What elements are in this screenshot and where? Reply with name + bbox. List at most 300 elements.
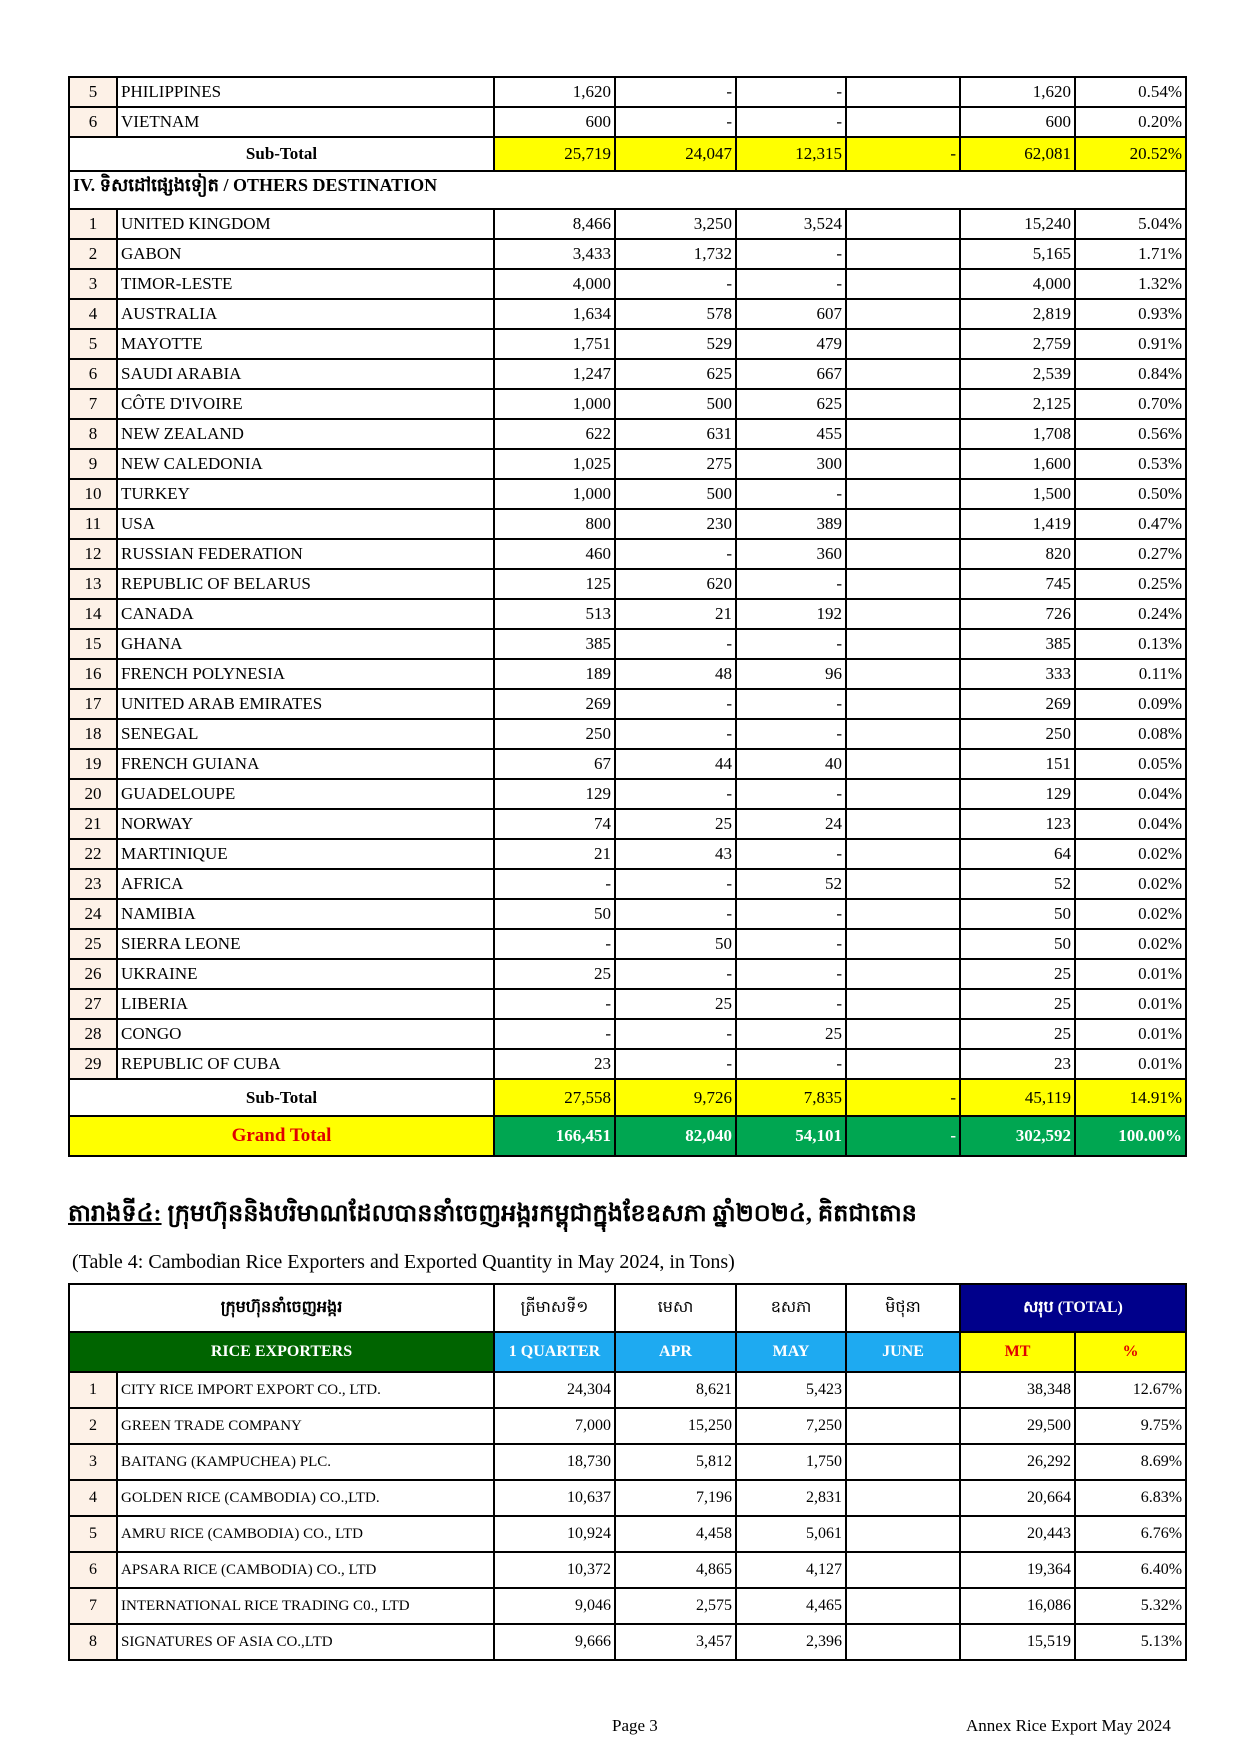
- cell-pct: 0.02%: [1075, 929, 1186, 959]
- subtotal-june: -: [846, 1079, 960, 1116]
- cell-mt: 25: [960, 1019, 1075, 1049]
- cell-june: [846, 1408, 960, 1444]
- cell-may: 4,127: [736, 1552, 846, 1588]
- grand-total-may: 54,101: [736, 1116, 846, 1156]
- cell-pct: 0.47%: [1075, 509, 1186, 539]
- row-number: 28: [69, 1019, 117, 1049]
- cell-june: [846, 1588, 960, 1624]
- cell-may: 479: [736, 329, 846, 359]
- country-row: [69, 569, 1186, 599]
- header-apr: APR: [615, 1332, 736, 1372]
- row-number: 29: [69, 1049, 117, 1079]
- cell-june: [846, 749, 960, 779]
- cell-june: [846, 899, 960, 929]
- cell-pct: 0.04%: [1075, 809, 1186, 839]
- row-number: 7: [69, 389, 117, 419]
- exporter-row: [69, 1444, 1186, 1480]
- cell-may: 52: [736, 869, 846, 899]
- cell-mt: 2,819: [960, 299, 1075, 329]
- cell-june: [846, 989, 960, 1019]
- exporter-row: [69, 1552, 1186, 1588]
- cell-june: [846, 1049, 960, 1079]
- cell-mt: 250: [960, 719, 1075, 749]
- country-row: [69, 479, 1186, 509]
- country-row: [69, 239, 1186, 269]
- subtotal-pct: 14.91%: [1075, 1079, 1186, 1116]
- cell-mt: 5,165: [960, 239, 1075, 269]
- row-number: 20: [69, 779, 117, 809]
- cell-may: -: [736, 479, 846, 509]
- cell-q1: 18,730: [494, 1444, 615, 1480]
- cell-mt: 385: [960, 629, 1075, 659]
- cell-may: 7,250: [736, 1408, 846, 1444]
- cell-june: [846, 1624, 960, 1660]
- cell-mt: 600: [960, 107, 1075, 137]
- cell-q1: 4,000: [494, 269, 615, 299]
- cell-q1: -: [494, 869, 615, 899]
- country-row: [69, 77, 1186, 107]
- cell-mt: 26,292: [960, 1444, 1075, 1480]
- cell-apr: 5,812: [615, 1444, 736, 1480]
- cell-may: 192: [736, 599, 846, 629]
- exporter-row: [69, 1516, 1186, 1552]
- row-number: 9: [69, 449, 117, 479]
- cell-june: [846, 239, 960, 269]
- subtotal-mt: 45,119: [960, 1079, 1075, 1116]
- country-name: UNITED ARAB EMIRATES: [117, 689, 494, 719]
- cell-mt: 20,664: [960, 1480, 1075, 1516]
- grand-total-apr: 82,040: [615, 1116, 736, 1156]
- country-name: GUADELOUPE: [117, 779, 494, 809]
- cell-pct: 0.54%: [1075, 77, 1186, 107]
- row-number: 10: [69, 479, 117, 509]
- cell-mt: 20,443: [960, 1516, 1075, 1552]
- country-row: [69, 209, 1186, 239]
- cell-may: -: [736, 629, 846, 659]
- cell-may: 625: [736, 389, 846, 419]
- row-number: 1: [69, 1372, 117, 1408]
- country-name: RUSSIAN FEDERATION: [117, 539, 494, 569]
- row-number: 14: [69, 599, 117, 629]
- country-name: TIMOR-LESTE: [117, 269, 494, 299]
- cell-june: [846, 629, 960, 659]
- header-mt: MT: [960, 1332, 1075, 1372]
- header-exporters-kh: ក្រុមហ៊ុននាំចេញអង្ករ: [69, 1284, 494, 1332]
- cell-apr: -: [615, 269, 736, 299]
- country-row: [69, 749, 1186, 779]
- cell-june: [846, 1372, 960, 1408]
- cell-q1: 10,924: [494, 1516, 615, 1552]
- cell-mt: 1,620: [960, 77, 1075, 107]
- cell-may: -: [736, 107, 846, 137]
- page-number: Page 3: [612, 1716, 658, 1735]
- cell-may: 4,465: [736, 1588, 846, 1624]
- cell-june: [846, 809, 960, 839]
- row-number: 4: [69, 1480, 117, 1516]
- cell-pct: 0.25%: [1075, 569, 1186, 599]
- country-row: [69, 899, 1186, 929]
- cell-pct: 0.53%: [1075, 449, 1186, 479]
- cell-mt: 64: [960, 839, 1075, 869]
- cell-june: [846, 719, 960, 749]
- country-name: UNITED KINGDOM: [117, 209, 494, 239]
- cell-apr: -: [615, 629, 736, 659]
- row-number: 6: [69, 107, 117, 137]
- country-name: AUSTRALIA: [117, 299, 494, 329]
- cell-mt: 151: [960, 749, 1075, 779]
- cell-apr: -: [615, 1049, 736, 1079]
- cell-may: 5,061: [736, 1516, 846, 1552]
- cell-pct: 0.05%: [1075, 749, 1186, 779]
- cell-mt: 4,000: [960, 269, 1075, 299]
- cell-apr: 44: [615, 749, 736, 779]
- cell-may: 667: [736, 359, 846, 389]
- subtotal-q1: 25,719: [494, 137, 615, 171]
- country-name: SAUDI ARABIA: [117, 359, 494, 389]
- subtotal-row: [69, 1079, 1186, 1116]
- cell-apr: 43: [615, 839, 736, 869]
- cell-apr: -: [615, 107, 736, 137]
- cell-june: [846, 329, 960, 359]
- cell-q1: -: [494, 929, 615, 959]
- cell-may: 607: [736, 299, 846, 329]
- cell-q1: 24,304: [494, 1372, 615, 1408]
- cell-may: -: [736, 719, 846, 749]
- cell-pct: 0.50%: [1075, 479, 1186, 509]
- cell-mt: 1,500: [960, 479, 1075, 509]
- country-row: [69, 689, 1186, 719]
- cell-apr: 500: [615, 479, 736, 509]
- subtotal-q1: 27,558: [494, 1079, 615, 1116]
- cell-q1: 385: [494, 629, 615, 659]
- subtotal-label: Sub-Total: [69, 137, 494, 171]
- cell-pct: 5.32%: [1075, 1588, 1186, 1624]
- cell-may: -: [736, 569, 846, 599]
- cell-q1: -: [494, 1019, 615, 1049]
- exporter-name: CITY RICE IMPORT EXPORT CO., LTD.: [117, 1372, 494, 1408]
- cell-june: [846, 779, 960, 809]
- cell-apr: -: [615, 779, 736, 809]
- cell-mt: 1,708: [960, 419, 1075, 449]
- country-row: [69, 539, 1186, 569]
- row-number: 2: [69, 239, 117, 269]
- country-row: [69, 329, 1186, 359]
- header-q1-kh: ត្រីមាសទី១: [494, 1284, 615, 1332]
- subtotal-june: -: [846, 137, 960, 171]
- exporter-row: [69, 1480, 1186, 1516]
- cell-may: -: [736, 989, 846, 1019]
- cell-q1: 622: [494, 419, 615, 449]
- cell-apr: 1,732: [615, 239, 736, 269]
- cell-apr: 25: [615, 989, 736, 1019]
- header-q1: 1 QUARTER: [494, 1332, 615, 1372]
- cell-q1: 189: [494, 659, 615, 689]
- subtotal-label: Sub-Total: [69, 1079, 494, 1116]
- cell-q1: 269: [494, 689, 615, 719]
- cell-q1: 1,025: [494, 449, 615, 479]
- cell-mt: 745: [960, 569, 1075, 599]
- cell-apr: -: [615, 689, 736, 719]
- cell-mt: 15,519: [960, 1624, 1075, 1660]
- row-number: 2: [69, 1408, 117, 1444]
- cell-q1: 800: [494, 509, 615, 539]
- cell-apr: 3,457: [615, 1624, 736, 1660]
- cell-q1: 9,046: [494, 1588, 615, 1624]
- country-name: CANADA: [117, 599, 494, 629]
- cell-pct: 5.13%: [1075, 1624, 1186, 1660]
- section-spacer: [69, 201, 1186, 209]
- exporter-name: GREEN TRADE COMPANY: [117, 1408, 494, 1444]
- grand-total-pct: 100.00%: [1075, 1116, 1186, 1156]
- cell-june: [846, 269, 960, 299]
- cell-june: [846, 1516, 960, 1552]
- country-name: GHANA: [117, 629, 494, 659]
- exporter-row: [69, 1372, 1186, 1408]
- cell-june: [846, 419, 960, 449]
- cell-june: [846, 449, 960, 479]
- cell-pct: 0.84%: [1075, 359, 1186, 389]
- cell-pct: 0.13%: [1075, 629, 1186, 659]
- row-number: 23: [69, 869, 117, 899]
- row-number: 13: [69, 569, 117, 599]
- cell-apr: 4,458: [615, 1516, 736, 1552]
- cell-q1: 1,634: [494, 299, 615, 329]
- cell-mt: 726: [960, 599, 1075, 629]
- header-may-kh: ឧសភា: [736, 1284, 846, 1332]
- country-name: NEW CALEDONIA: [117, 449, 494, 479]
- grand-total-q1: 166,451: [494, 1116, 615, 1156]
- cell-apr: 7,196: [615, 1480, 736, 1516]
- cell-pct: 1.32%: [1075, 269, 1186, 299]
- cell-pct: 0.01%: [1075, 989, 1186, 1019]
- cell-may: -: [736, 779, 846, 809]
- country-row: [69, 629, 1186, 659]
- country-row: [69, 959, 1186, 989]
- cell-pct: 8.69%: [1075, 1444, 1186, 1480]
- cell-q1: 67: [494, 749, 615, 779]
- country-name: FRENCH GUIANA: [117, 749, 494, 779]
- cell-apr: -: [615, 959, 736, 989]
- country-row: [69, 449, 1186, 479]
- section-header-row: [69, 171, 1186, 201]
- cell-june: [846, 359, 960, 389]
- cell-apr: 15,250: [615, 1408, 736, 1444]
- cell-mt: 2,125: [960, 389, 1075, 419]
- grand-total-june: -: [846, 1116, 960, 1156]
- cell-pct: 6.40%: [1075, 1552, 1186, 1588]
- exporter-row: [69, 1408, 1186, 1444]
- row-number: 7: [69, 1588, 117, 1624]
- header-june-kh: មិថុនា: [846, 1284, 960, 1332]
- row-number: 4: [69, 299, 117, 329]
- cell-may: 96: [736, 659, 846, 689]
- cell-q1: 1,000: [494, 389, 615, 419]
- cell-pct: 0.01%: [1075, 1049, 1186, 1079]
- cell-apr: 578: [615, 299, 736, 329]
- country-name: NEW ZEALAND: [117, 419, 494, 449]
- cell-pct: 0.24%: [1075, 599, 1186, 629]
- country-name: UKRAINE: [117, 959, 494, 989]
- header-apr-kh: មេសា: [615, 1284, 736, 1332]
- cell-mt: 50: [960, 929, 1075, 959]
- country-name: MARTINIQUE: [117, 839, 494, 869]
- cell-pct: 0.93%: [1075, 299, 1186, 329]
- cell-q1: 7,000: [494, 1408, 615, 1444]
- cell-apr: -: [615, 1019, 736, 1049]
- cell-mt: 50: [960, 899, 1075, 929]
- cell-may: -: [736, 239, 846, 269]
- row-number: 22: [69, 839, 117, 869]
- cell-pct: 0.70%: [1075, 389, 1186, 419]
- country-row: [69, 1019, 1186, 1049]
- cell-pct: 1.71%: [1075, 239, 1186, 269]
- cell-apr: 631: [615, 419, 736, 449]
- cell-june: [846, 209, 960, 239]
- cell-pct: 12.67%: [1075, 1372, 1186, 1408]
- cell-mt: 2,539: [960, 359, 1075, 389]
- table4-title: [68, 1198, 917, 1233]
- cell-mt: 15,240: [960, 209, 1075, 239]
- cell-may: 25: [736, 1019, 846, 1049]
- cell-mt: 52: [960, 869, 1075, 899]
- cell-may: 455: [736, 419, 846, 449]
- cell-may: -: [736, 1049, 846, 1079]
- row-number: 6: [69, 1552, 117, 1588]
- cell-pct: 0.09%: [1075, 689, 1186, 719]
- country-name: REPUBLIC OF BELARUS: [117, 569, 494, 599]
- grand-total-mt: 302,592: [960, 1116, 1075, 1156]
- country-row: [69, 869, 1186, 899]
- cell-pct: 6.83%: [1075, 1480, 1186, 1516]
- cell-may: -: [736, 899, 846, 929]
- header-row-kh: [69, 1284, 1186, 1332]
- cell-q1: 460: [494, 539, 615, 569]
- cell-pct: 0.91%: [1075, 329, 1186, 359]
- cell-q1: 10,637: [494, 1480, 615, 1516]
- cell-pct: 0.02%: [1075, 869, 1186, 899]
- cell-apr: -: [615, 77, 736, 107]
- exporter-row: [69, 1588, 1186, 1624]
- cell-june: [846, 509, 960, 539]
- cell-may: 40: [736, 749, 846, 779]
- cell-q1: 74: [494, 809, 615, 839]
- row-number: 8: [69, 419, 117, 449]
- cell-june: [846, 1480, 960, 1516]
- row-number: 19: [69, 749, 117, 779]
- subtotal-may: 7,835: [736, 1079, 846, 1116]
- cell-q1: 1,620: [494, 77, 615, 107]
- row-number: 12: [69, 539, 117, 569]
- country-row: [69, 989, 1186, 1019]
- country-name: USA: [117, 509, 494, 539]
- cell-june: [846, 839, 960, 869]
- row-number: 3: [69, 269, 117, 299]
- cell-june: [846, 959, 960, 989]
- subtotal-may: 12,315: [736, 137, 846, 171]
- country-name: NORWAY: [117, 809, 494, 839]
- cell-apr: 275: [615, 449, 736, 479]
- table4-title-label: តារាងទី៤:: [68, 1201, 162, 1227]
- header-pct: %: [1075, 1332, 1186, 1372]
- cell-may: 2,831: [736, 1480, 846, 1516]
- subtotal-mt: 62,081: [960, 137, 1075, 171]
- country-name: AFRICA: [117, 869, 494, 899]
- table4-subtitle: (Table 4: Cambodian Rice Exporters and Exported Quantity in May 2024, in Tons): [72, 1251, 735, 1273]
- cell-may: 389: [736, 509, 846, 539]
- cell-may: -: [736, 689, 846, 719]
- grand-total-label: Grand Total: [69, 1116, 494, 1156]
- cell-apr: -: [615, 869, 736, 899]
- cell-apr: -: [615, 539, 736, 569]
- row-number: 5: [69, 77, 117, 107]
- cell-q1: 125: [494, 569, 615, 599]
- header-june: JUNE: [846, 1332, 960, 1372]
- subtotal-apr: 9,726: [615, 1079, 736, 1116]
- cell-june: [846, 479, 960, 509]
- cell-mt: 333: [960, 659, 1075, 689]
- country-row: [69, 659, 1186, 689]
- exporter-name: INTERNATIONAL RICE TRADING C0., LTD: [117, 1588, 494, 1624]
- cell-q1: 9,666: [494, 1624, 615, 1660]
- cell-q1: 600: [494, 107, 615, 137]
- country-row: [69, 599, 1186, 629]
- cell-apr: 625: [615, 359, 736, 389]
- cell-may: -: [736, 959, 846, 989]
- exporter-name: SIGNATURES OF ASIA CO.,LTD: [117, 1624, 494, 1660]
- country-name: GABON: [117, 239, 494, 269]
- cell-may: 3,524: [736, 209, 846, 239]
- cell-mt: 16,086: [960, 1588, 1075, 1624]
- cell-q1: 513: [494, 599, 615, 629]
- header-total: សរុប (TOTAL): [960, 1284, 1186, 1332]
- country-row: [69, 809, 1186, 839]
- country-row: [69, 929, 1186, 959]
- country-name: TURKEY: [117, 479, 494, 509]
- row-number: 3: [69, 1444, 117, 1480]
- cell-mt: 38,348: [960, 1372, 1075, 1408]
- cell-pct: 0.27%: [1075, 539, 1186, 569]
- cell-may: 1,750: [736, 1444, 846, 1480]
- section-title: IV. ទិសដៅផ្សេងទៀត / OTHERS DESTINATION: [69, 171, 1186, 201]
- cell-june: [846, 107, 960, 137]
- header-exporters: RICE EXPORTERS: [69, 1332, 494, 1372]
- subtotal-apr: 24,047: [615, 137, 736, 171]
- country-name: SIERRA LEONE: [117, 929, 494, 959]
- cell-may: 2,396: [736, 1624, 846, 1660]
- cell-pct: 0.56%: [1075, 419, 1186, 449]
- cell-mt: 25: [960, 989, 1075, 1019]
- cell-june: [846, 1019, 960, 1049]
- cell-q1: 129: [494, 779, 615, 809]
- country-row: [69, 359, 1186, 389]
- row-number: 15: [69, 629, 117, 659]
- cell-june: [846, 1552, 960, 1588]
- country-name: MAYOTTE: [117, 329, 494, 359]
- country-row: [69, 509, 1186, 539]
- header-may: MAY: [736, 1332, 846, 1372]
- cell-apr: 230: [615, 509, 736, 539]
- cell-pct: 0.11%: [1075, 659, 1186, 689]
- cell-june: [846, 539, 960, 569]
- header-row-en: [69, 1332, 1186, 1372]
- cell-june: [846, 389, 960, 419]
- row-number: 5: [69, 1516, 117, 1552]
- row-number: 18: [69, 719, 117, 749]
- destination-table: [68, 76, 1187, 1157]
- cell-mt: 1,600: [960, 449, 1075, 479]
- cell-may: -: [736, 929, 846, 959]
- cell-mt: 820: [960, 539, 1075, 569]
